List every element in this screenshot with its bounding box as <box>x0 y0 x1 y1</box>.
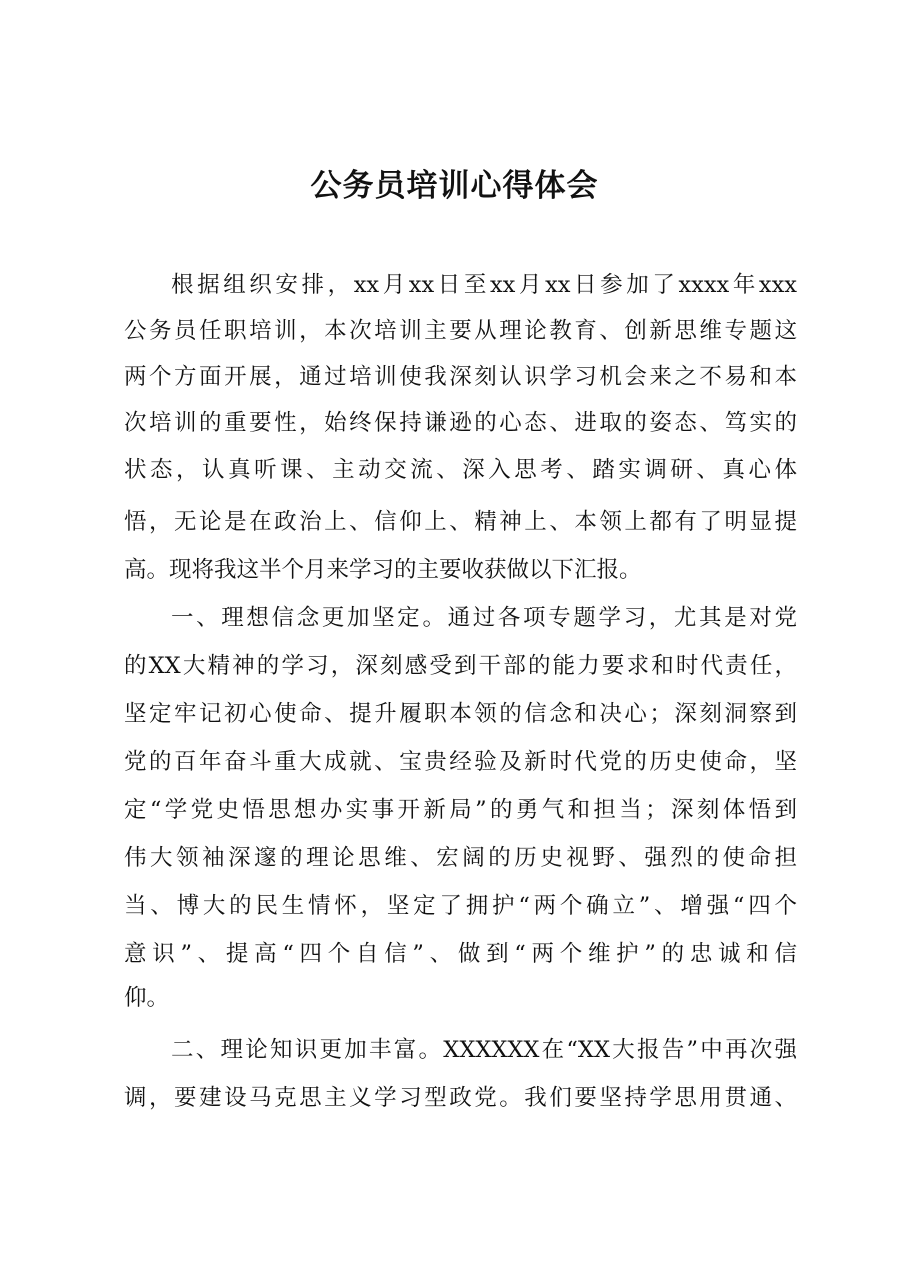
paragraph-3-line-2: 调，要建设马克思主义学习型政党。我们要坚持学思用贯通、 <box>124 1085 797 1111</box>
paragraph-1-line-5: 状态，认真听课、主动交流、深入思考、踏实调研、真心体 <box>124 457 797 483</box>
paragraph-1-line-2: 公务员任职培训，本次培训主要从理论教育、创新思维专题这 <box>124 318 797 344</box>
paragraph-2-line-1: 一、理想信念更加坚定。通过各项专题学习，尤其是对党 <box>171 605 797 631</box>
paragraph-2-line-4: 党的百年奋斗重大成就、宝贵经验及新时代党的历史使命，坚 <box>124 749 797 775</box>
paragraph-1-line-7: 高。现将我这半个月来学习的主要收获做以下汇报。 <box>124 557 642 583</box>
paragraph-1-line-1: 根据组织安排，xx月xx日至xx月xx日参加了xxxx年xxx <box>171 272 797 298</box>
paragraph-2-line-5: 定“学党史悟思想办实事开新局”的勇气和担当；深刻体悟到 <box>124 797 797 823</box>
paragraph-1-line-3: 两个方面开展，通过培训使我深刻认识学习机会来之不易和本 <box>124 364 797 390</box>
paragraph-1-line-6: 悟，无论是在政治上、信仰上、精神上、本领上都有了明显提 <box>124 509 797 535</box>
paragraph-2-line-6: 伟大领袖深邃的理论思维、宏阔的历史视野、强烈的使命担 <box>124 845 797 871</box>
paragraph-1-line-4: 次培训的重要性，始终保持谦逊的心态、进取的姿态、笃实的 <box>124 410 797 436</box>
paragraph-2-line-7: 当、博大的民生情怀，坚定了拥护“两个确立”、增强“四个 <box>124 893 797 919</box>
paragraph-2-line-2: 的XX大精神的学习，深刻感受到干部的能力要求和时代责任， <box>124 653 797 679</box>
paragraph-2-line-8: 意识”、提高“四个自信”、做到“两个维护”的忠诚和信 <box>124 941 797 967</box>
paragraph-2-line-3: 坚定牢记初心使命、提升履职本领的信念和决心；深刻洞察到 <box>124 701 797 727</box>
document-title: 公务员培训心得体会 <box>310 168 599 204</box>
paragraph-3-line-1: 二、理论知识更加丰富。XXXXXX在“XX大报告”中再次强 <box>171 1037 797 1063</box>
paragraph-2-line-9: 仰。 <box>124 985 170 1011</box>
